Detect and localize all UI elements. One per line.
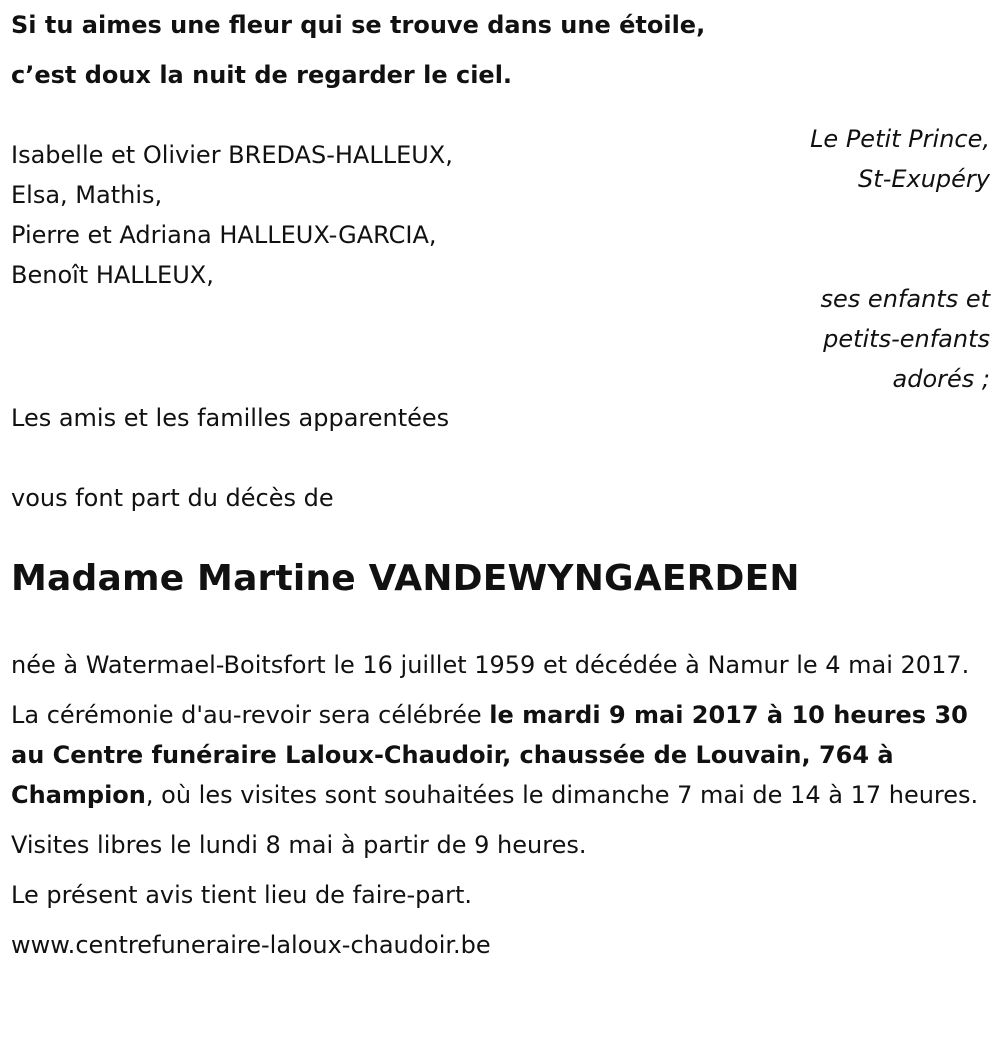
family-name-line: Pierre et Adriana HALLEUX-GARCIA, [11,221,437,249]
deceased-name: Madame Martine VANDEWYNGAERDEN [11,558,800,599]
relation-line: adorés ; [892,365,990,393]
free-visits-paragraph: Visites libres le lundi 8 mai à partir de 9 heures. [11,831,587,859]
ceremony-visits: , où les visites sont souhaitées le dimanche 7 mai de 14 à 17 heures. [145,781,979,809]
birth-death-paragraph: née à Watermael-Boitsfort le 16 juillet 1959 et décédée à Namur le 4 mai 2017. [11,651,970,679]
website-link[interactable]: www.centrefuneraire-laloux-chaudoir.be [11,931,491,959]
announcement-line: vous font part du décès de [11,484,334,512]
quote-attribution [810,119,990,199]
relation-line: petits-enfants [823,325,990,353]
notice-paragraph: Le présent avis tient lieu de faire-part. [11,881,473,909]
quote-line-2: c’est doux la nuit de regarder le ciel. [11,61,513,89]
attribution-work: Le Petit Prince, [810,125,990,153]
quote-line-1: Si tu aimes une fleur qui se trouve dans une étoile, [11,11,706,39]
family-name-line: Benoît HALLEUX, [11,261,214,289]
family-name-line: Isabelle et Olivier BREDAS-HALLEUX, [11,141,453,169]
family-names [11,135,453,295]
notice-body [11,645,986,975]
friends-line: Les amis et les familles apparentées [11,404,450,432]
ceremony-paragraph [11,695,986,815]
attribution-author: St-Exupéry [858,165,990,193]
ceremony-details: le mardi 9 mai 2017 à 10 heures 30 au Centre funéraire Laloux-Chaudoir, chaussée de Louvain, 764 à Champion [11,701,968,809]
family-relation [821,279,990,399]
relation-line: ses enfants et [820,285,990,313]
family-name-line: Elsa, Mathis, [11,181,163,209]
ceremony-intro: La cérémonie d'au-revoir sera célébrée [11,701,490,729]
